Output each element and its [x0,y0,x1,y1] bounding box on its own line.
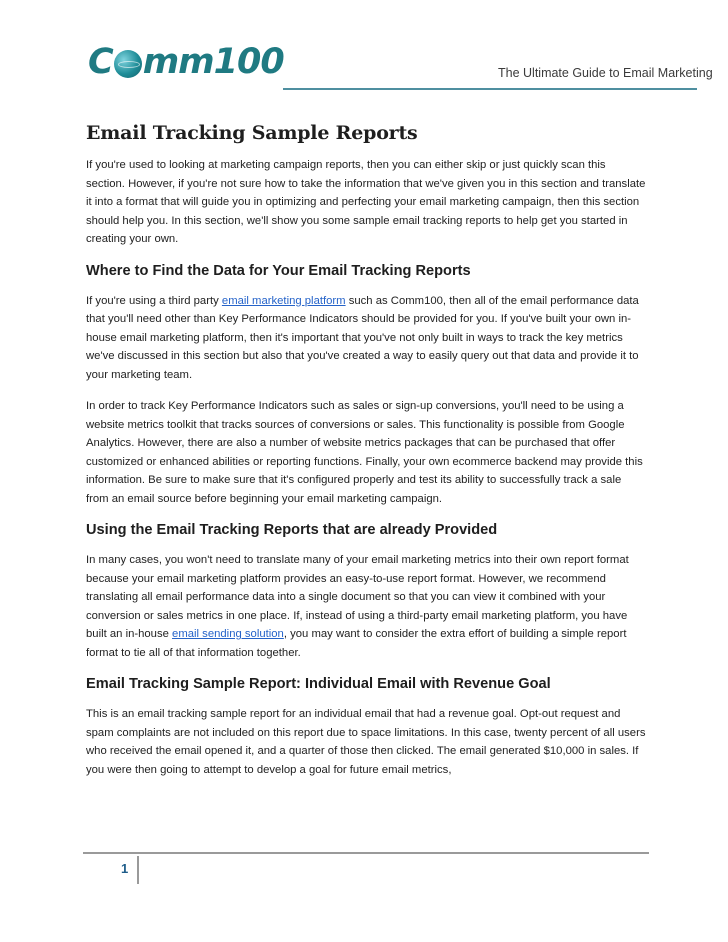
comm100-logo [88,40,284,84]
globe-icon [114,50,142,78]
page-header [0,0,728,100]
page-number-separator [137,856,139,884]
footer-divider [83,852,649,854]
paragraph-revenue-goal: This is an email tracking sample report for an individual email that had a revenue goal. Opt-out request and spam complaints are not included on this report due to space limitations. In this case, twenty percent of all users who received the email opened it, and a quarter of those then clicked. The email generated $10,000 in sales. If you were then going to attempt to develop a goal for future email metrics, [86,708,646,776]
page-number: 1 [121,861,129,876]
paragraph-report-format [86,551,646,662]
logo-prefix: C [88,42,113,82]
document-body [86,122,646,792]
section-heading-using-reports: Using the Email Tracking Reports that are already Provided [86,522,498,538]
paragraph-third-party [86,292,646,385]
section-heading-find-data: Where to Find the Data for Your Email Tracking Reports [86,262,471,279]
logo-suffix: mm100 [142,42,284,82]
text-run: , you may want to consider the extra effort of building a simple report format to tie all of that information together. [86,628,627,659]
intro-paragraph: If you're used to looking at marketing campaign reports, then you can either skip or just quickly scan this section. However, if you're not sure how to take the information that we've given you in this section and translate it into a format that will guide you in optimizing and perfecting your email marketing campaign, then this section should help you. In this section, we'll show you some sample email tracking reports to help get you started in creating your own. [86,159,646,245]
section-heading-sample-report: Email Tracking Sample Report: Individual Email with Revenue Goal [86,676,551,692]
text-run: such as Comm100, then all of the email performance data that you'll need other than Key Performance Indicators should be provided for you. If you've built your own in-house email marketing platform, then it's important that you've not only built in ways to track the key metrics we've discussed in this section but also that you've created a way to easily query out that data and provide it to your marketing team. [86,294,639,381]
text-run: If you're using a third party [86,294,222,307]
text-run: In many cases, you won't need to translate many of your email marketing metrics into their own report format because your email marketing platform provides an easy-to-use report format. However, we recommend translating all email performance data into a single document so that you can view it combined with your conversion or sales metrics in one place. If, instead of using a third-party email marketing platform, you have built an in-house [86,554,629,640]
paragraph-kpi: In order to track Key Performance Indicators such as sales or sign-up conversions, you'll need to be using a website metrics toolkit that tracks sources of conversions or sales. This functionality is possible from Google Analytics. However, there are also a number of website metrics packages that can be purchased that offer customized or enhanced abilities or reporting functions. Finally, your own ecommerce backend may provide this information. Be sure to make sure that it's configured properly and test its ability to successfully track a sale from an email source before beginning your email marketing campaign. [86,400,643,505]
email-marketing-platform-link[interactable]: email marketing platform [221,294,346,307]
page-title: Email Tracking Sample Reports [86,122,418,144]
header-divider [283,88,697,90]
header-tagline: The Ultimate Guide to Email Marketing [498,66,713,80]
email-sending-solution-link[interactable]: email sending solution [172,628,284,640]
